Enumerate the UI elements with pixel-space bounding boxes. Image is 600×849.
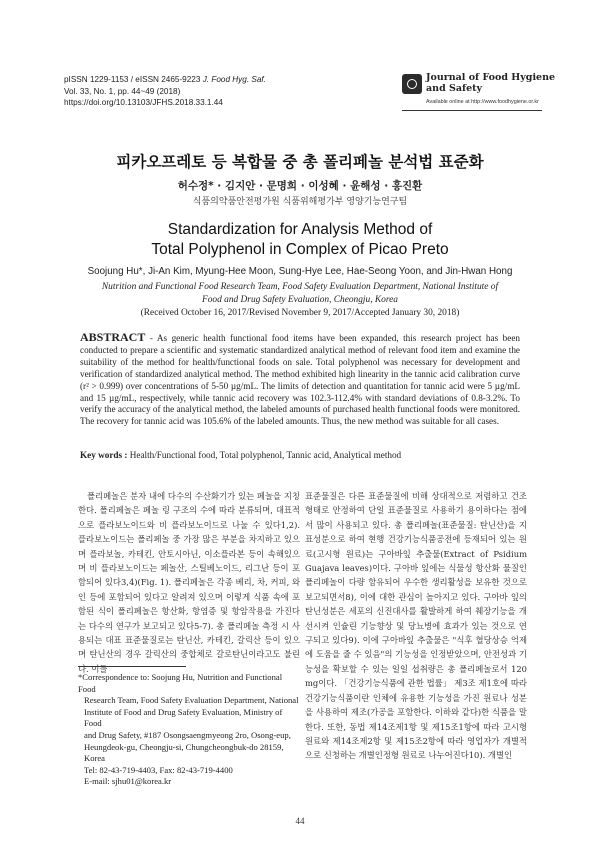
title-english: [0, 220, 600, 260]
body-column-right: [305, 489, 527, 779]
journal-logo: [402, 72, 556, 111]
corr-email[interactable]: E-mail: sjhu01@korea.kr: [84, 776, 172, 787]
title-english-line2: Total Polyphenol in Complex of Picao Preto: [151, 241, 449, 258]
corr-line: Tel: 82-43-719-4403, Fax: 82-43-719-4400: [84, 764, 233, 775]
affiliation-english: [0, 281, 600, 306]
keywords-label: Key words :: [80, 450, 128, 460]
corr-line: and Drug Safety, #187 Osongsaengmyeong 2ro, Osong-eup,: [84, 729, 291, 740]
title-english-line1: Standardization for Analysis Method of: [167, 221, 433, 238]
received-dates: (Received October 16, 2017/Revised November 9, 2017/Accepted January 30, 2018): [140, 308, 460, 318]
authors-english: Soojung Hu*, Ji-An Kim, Myung-Hee Moon, Sung-Hye Lee, Hae-Seong Yoon, and Jin-Hwan Hong: [87, 266, 513, 277]
volume-line: Vol. 33, No. 1, pp. 44~49 (2018): [64, 86, 181, 96]
affiliation-english-line1: Nutrition and Functional Food Research Team, Food Safety Evaluation Department, National Institute of: [101, 282, 499, 292]
journal-meta: [64, 74, 266, 109]
keywords: [80, 450, 520, 460]
logo-online[interactable]: Available online at http://www.foodhygiene.or.kr: [426, 99, 539, 105]
keywords-text: Health/Functional food, Total polyphenol, Tannic acid, Analytical method: [127, 450, 402, 460]
body-paragraph: 폴리페놀은 분자 내에 다수의 수산화기가 있는 페놀을 지칭한다. 폴리페놀은 페놀 링 구조의 수에 따라 분류되며, 대표적으로 플라보노이드와 비 플라보노이드로 나눌 수 있다1,2). 플라보노이드는 폴리페놀 중 가장 많은 부분을 차지하고 있으며 플라보놀, 카테킨, 안토시아닌, 이소플라본 등이 속해있으며 비 플라보노이드는 페놀산, 스틸베노이드, 리그난 등이 포함되어 있다3,4)(Fig. 1). 폴리페놀은 각종 베리, 차, 커피, 와인 등에 포함되어 있다고 알려져 있으며 이렇게 식품 속에 포함된 식이 폴리페놀은 항산화, 항염증 및 항암작용을 가진다는 다수의 연구가 보고되고 있다5-7). 총 폴리페놀 측정 시 사용되는 대표 표준물질로는 탄닌산, 카테킨, 갈릭산 등이 있으며 탄닌산의 경우 갈릭산의 중합체로 갈로탄닌이라고도 불린다. 이들: [78, 491, 300, 674]
logo-line2: and Safety: [426, 83, 483, 94]
authors-korean: 허수정* · 김지안 · 문명희 · 이성혜 · 윤해성 · 홍진환: [177, 180, 423, 192]
doi-link[interactable]: https://doi.org/10.13103/JFHS.2018.33.1.44: [64, 98, 223, 107]
abstract-text: - As generic health functional food items have been expanded, this research project has been conducted to prepare a scientific and systematic standardized analytical method of relevant food item and examine the suitability of the method for health/functional foods on sale. Total polyphenol was necessary for development and verification of standardized analytical method. The method exhibited high linearity in the tannic acid calibration curve (r² > 0.999) over concentrations of 5-50 µg/mL. The limits of detection and quantitation for tannic acid were 5 µg/mL and 15 µg/mL, respectively, while tannic acid recovery was 102.3-112.4% with standard deviations of 0.8-3.2%. To verify the accuracy of the analytical method, the labeled amounts of purchased health functional foods were monitored. The recovery for tannic acid was 105.6% of the labeled amounts. Thus, the new method was suitable for all cases.: [80, 333, 520, 427]
corr-line: Heungdeok-gu, Cheongju-si, Chungcheongbuk-do 28159, Korea: [84, 741, 284, 764]
abstract-label: ABSTRACT: [80, 330, 146, 344]
corr-line: Institute of Food and Drug Safety Evaluation, Ministry of Food: [84, 706, 283, 729]
issn-line: pISSN 1229-1153 / eISSN 2465-9223 J. Food Hyg. Saf.: [64, 75, 266, 84]
corr-line: Research Team, Food Safety Evaluation Department, National: [84, 695, 299, 706]
affiliation-english-line2: Food and Drug Safety Evaluation, Cheongju, Korea: [202, 294, 398, 305]
logo-line1: Journal of Food Hygiene: [426, 72, 556, 83]
body-column-left: [78, 489, 300, 674]
footnote-divider: [78, 666, 186, 667]
corr-line: *Correspondence to: Soojung Hu, Nutrition and Functional Food: [78, 672, 283, 694]
abstract: [80, 332, 520, 428]
journal-abbrev: J. Food Hyg. Saf.: [202, 75, 266, 84]
journal-emblem-icon: [402, 74, 422, 94]
affiliation-korean: 식품의약품안전평가원 식품위해평가부 영양기능연구팀: [192, 197, 408, 207]
correspondence-footnote: [78, 672, 300, 788]
title-korean: 피카오프레토 등 복합물 중 총 폴리페놀 분석법 표준화: [116, 153, 484, 171]
body-paragraph: 표준물질은 다른 표준물질에 비해 상대적으로 저렴하고 건조 형태로 안정하여 단일 표준물질로 사용하기 용이하다는 점에서 많이 사용되고 있다. 총 폴리페놀(표준물질: 탄닌산)을 지표성분으로 하여 현행 건강기능식품공전에 등재되어 있는 원료(고시형 원료)는 구아바잎 추출물(Extract of Psidium Guajava leaves)이다. 구아바 잎에는 식물성 항산화 물질인 폴리페놀이 다량 함유되어 우수한 생리활성을 보유한 것으로 보고되면서8), 이에 대한 관심이 높아지고 있다. 구아바 잎의 탄닌성분은 세포의 신진대사를 활발하게 하여 췌장기능을 개선시켜 인슐린 기능향상 및 당뇨병에 효과가 있는 것으로 연구되고 있다9). 이에 구아바잎 추출물은 "식후 혈당상승 억제에 도움을 줄 수 있음"의 기능성을 인정받았으며, 안전성과 기능성을 확보할 수 있는 일일 섭취량은 총 폴리페놀로서 120 mg이다. 「건강기능식품에 관한 법률」 제3조 제1호에 따라 건강기능식품이란 인체에 유용한 기능성을 가진 원료나 성분을 사용하여 제조(가공을 포함한다. 이하와 같다)한 식품을 말한다. 또한, 동법 제14조제1항 및 제15조1항에 따라 고시형 원료와 제14조제2항 및 제15조2항에 따라 영업자가 개별적으로 신청하는 개별인정형 원료로 나누어진다10). 개별인: [305, 491, 527, 761]
page-number: 44: [295, 816, 305, 826]
